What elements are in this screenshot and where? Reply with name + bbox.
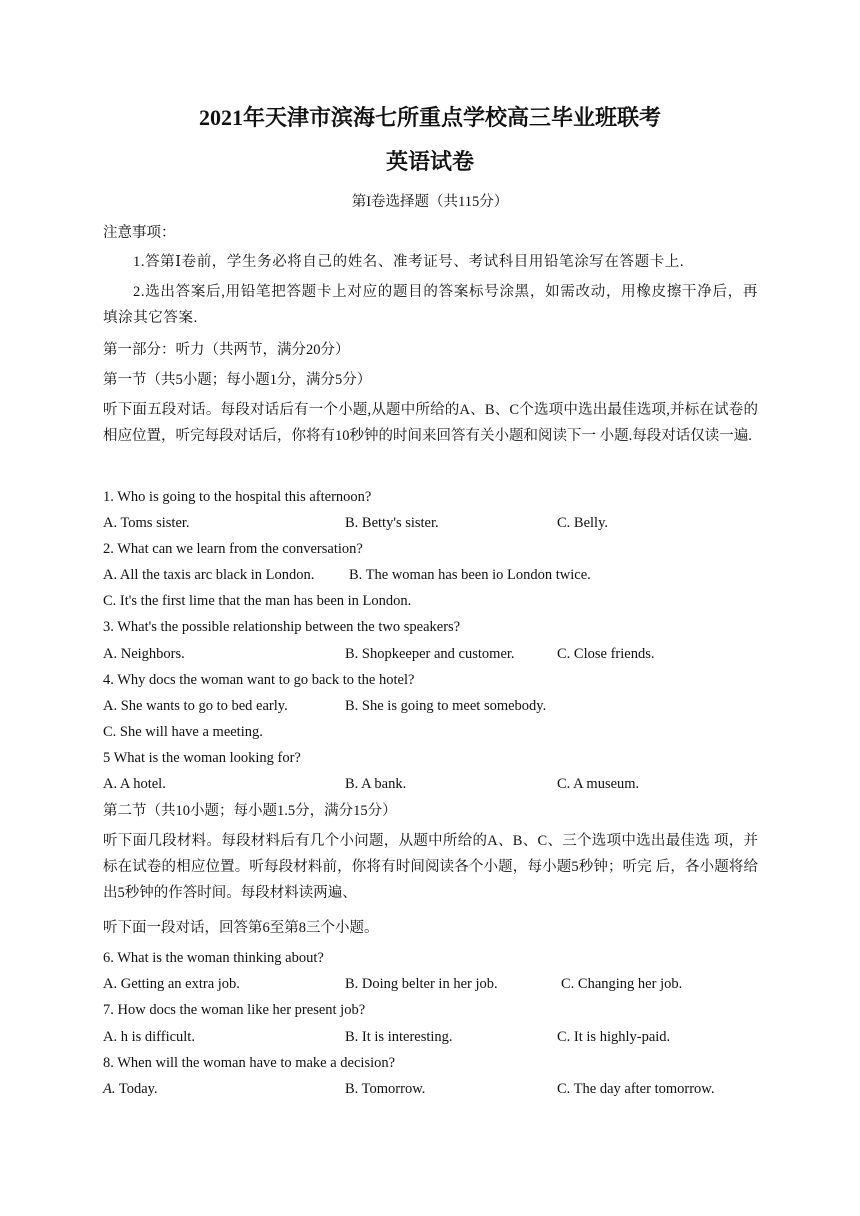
question-7-option-b: B. It is interesting. [345, 1029, 453, 1045]
part1-heading: 第一部分：听力（共两节，满分20分） [103, 342, 350, 358]
question-3-option-b: B. Shopkeeper and customer. [345, 646, 515, 662]
question-8-option-a-text: Today. [115, 1081, 158, 1097]
question-4-option-a: A. She wants to go to bed early. [103, 698, 288, 714]
question-4-stem: 4. Why docs the woman want to go back to the hotel? [103, 672, 415, 688]
dialogue-intro: 听下面一段对话，回答第6至第8三个小题。 [103, 920, 379, 936]
question-3-option-c: C. Close friends. [557, 646, 655, 662]
notes-heading: 注意事项： [103, 225, 176, 241]
question-1-option-a: A. Toms sister. [103, 515, 190, 531]
paper-section-title: 第I卷选择题（共115分） [351, 194, 509, 210]
question-5-option-b: B. A bank. [345, 776, 407, 792]
question-8-stem: 8. When will the woman have to make a decision? [103, 1055, 396, 1071]
section1-heading: 第一节（共5小题；每小题1分，满分5分） [103, 372, 372, 388]
exam-subject: 英语试卷 [385, 149, 474, 174]
question-4-option-c: C. She will have a meeting. [103, 724, 263, 740]
section2-instructions: 听下面几段材料。每段材料后有几个小问题，从题中所给的A、B、C、三个选项中选出最佳选 项，并标在试卷的相应位置。听每段材料前，你将有时间阅读各个小题，每小题5秒钟；听完 后，各小题将给出5秒钟的作答时间。每段材料读两遍、 [103, 833, 758, 901]
question-8-option-a-letter: A. [103, 1081, 116, 1097]
question-1-option-b: B. Betty's sister. [345, 515, 439, 531]
question-2-option-b: B. The woman has been io London twice. [349, 567, 591, 583]
question-6-option-b: B. Doing belter in her job. [345, 976, 498, 992]
question-1-option-c: C. Belly. [557, 515, 609, 531]
question-8-option-a [103, 1080, 158, 1098]
question-8-option-b: B. Tomorrow. [345, 1081, 426, 1097]
question-3-option-a: A. Neighbors. [103, 646, 185, 662]
question-7-stem: 7. How docs the woman like her present job? [103, 1002, 366, 1018]
note-item-1: 1.答第Ⅰ卷前，学生务必将自己的姓名、准考证号、考试科目用铅笔涂写在答题卡上. [133, 254, 685, 270]
question-4-option-b: B. She is going to meet somebody. [345, 698, 547, 714]
question-6-stem: 6. What is the woman thinking about? [103, 950, 324, 966]
section2-heading: 第二节（共10小题；每小题1.5分，满分15分） [103, 803, 397, 819]
question-2-option-c: C. It's the first lime that the man has been in London. [103, 593, 412, 609]
question-5-stem: 5 What is the woman looking for? [103, 750, 301, 766]
question-3-stem: 3. What's the possible relationship between the two speakers? [103, 619, 461, 635]
question-7-option-a: A. h is difficult. [103, 1029, 195, 1045]
question-8-option-c: C. The day after tomorrow. [557, 1081, 715, 1097]
question-2-stem: 2. What can we learn from the conversation? [103, 541, 363, 557]
question-5-option-c: C. A museum. [557, 776, 640, 792]
question-5-option-a: A. A hotel. [103, 776, 166, 792]
question-7-option-c: C. It is highly-paid. [557, 1029, 671, 1045]
question-2-option-a: A. All the taxis arc black in London. [103, 567, 315, 583]
exam-title: 2021年天津市滨海七所重点学校高三毕业班联考 [198, 105, 661, 130]
note-item-2: 2.选出答案后,用铅笔把答题卡上对应的题目的答案标号涂黑，如需改动，用橡皮擦干净后，再填涂其它答案. [103, 284, 758, 326]
question-6-option-a: A. Getting an extra job. [103, 976, 240, 992]
question-6-option-c: C. Changing her job. [561, 976, 683, 992]
question-1-stem: 1. Who is going to the hospital this afternoon? [103, 489, 372, 505]
section1-instructions: 听下面五段对话。每段对话后有一个小题,从题中所给的A、B、C个选项中选出最佳选项,并标在试卷的相应位置，听完每段对话后，你将有10秒钟的时间来回答有关小题和阅读下一 小题.每段对话仅读一遍. [103, 402, 758, 444]
